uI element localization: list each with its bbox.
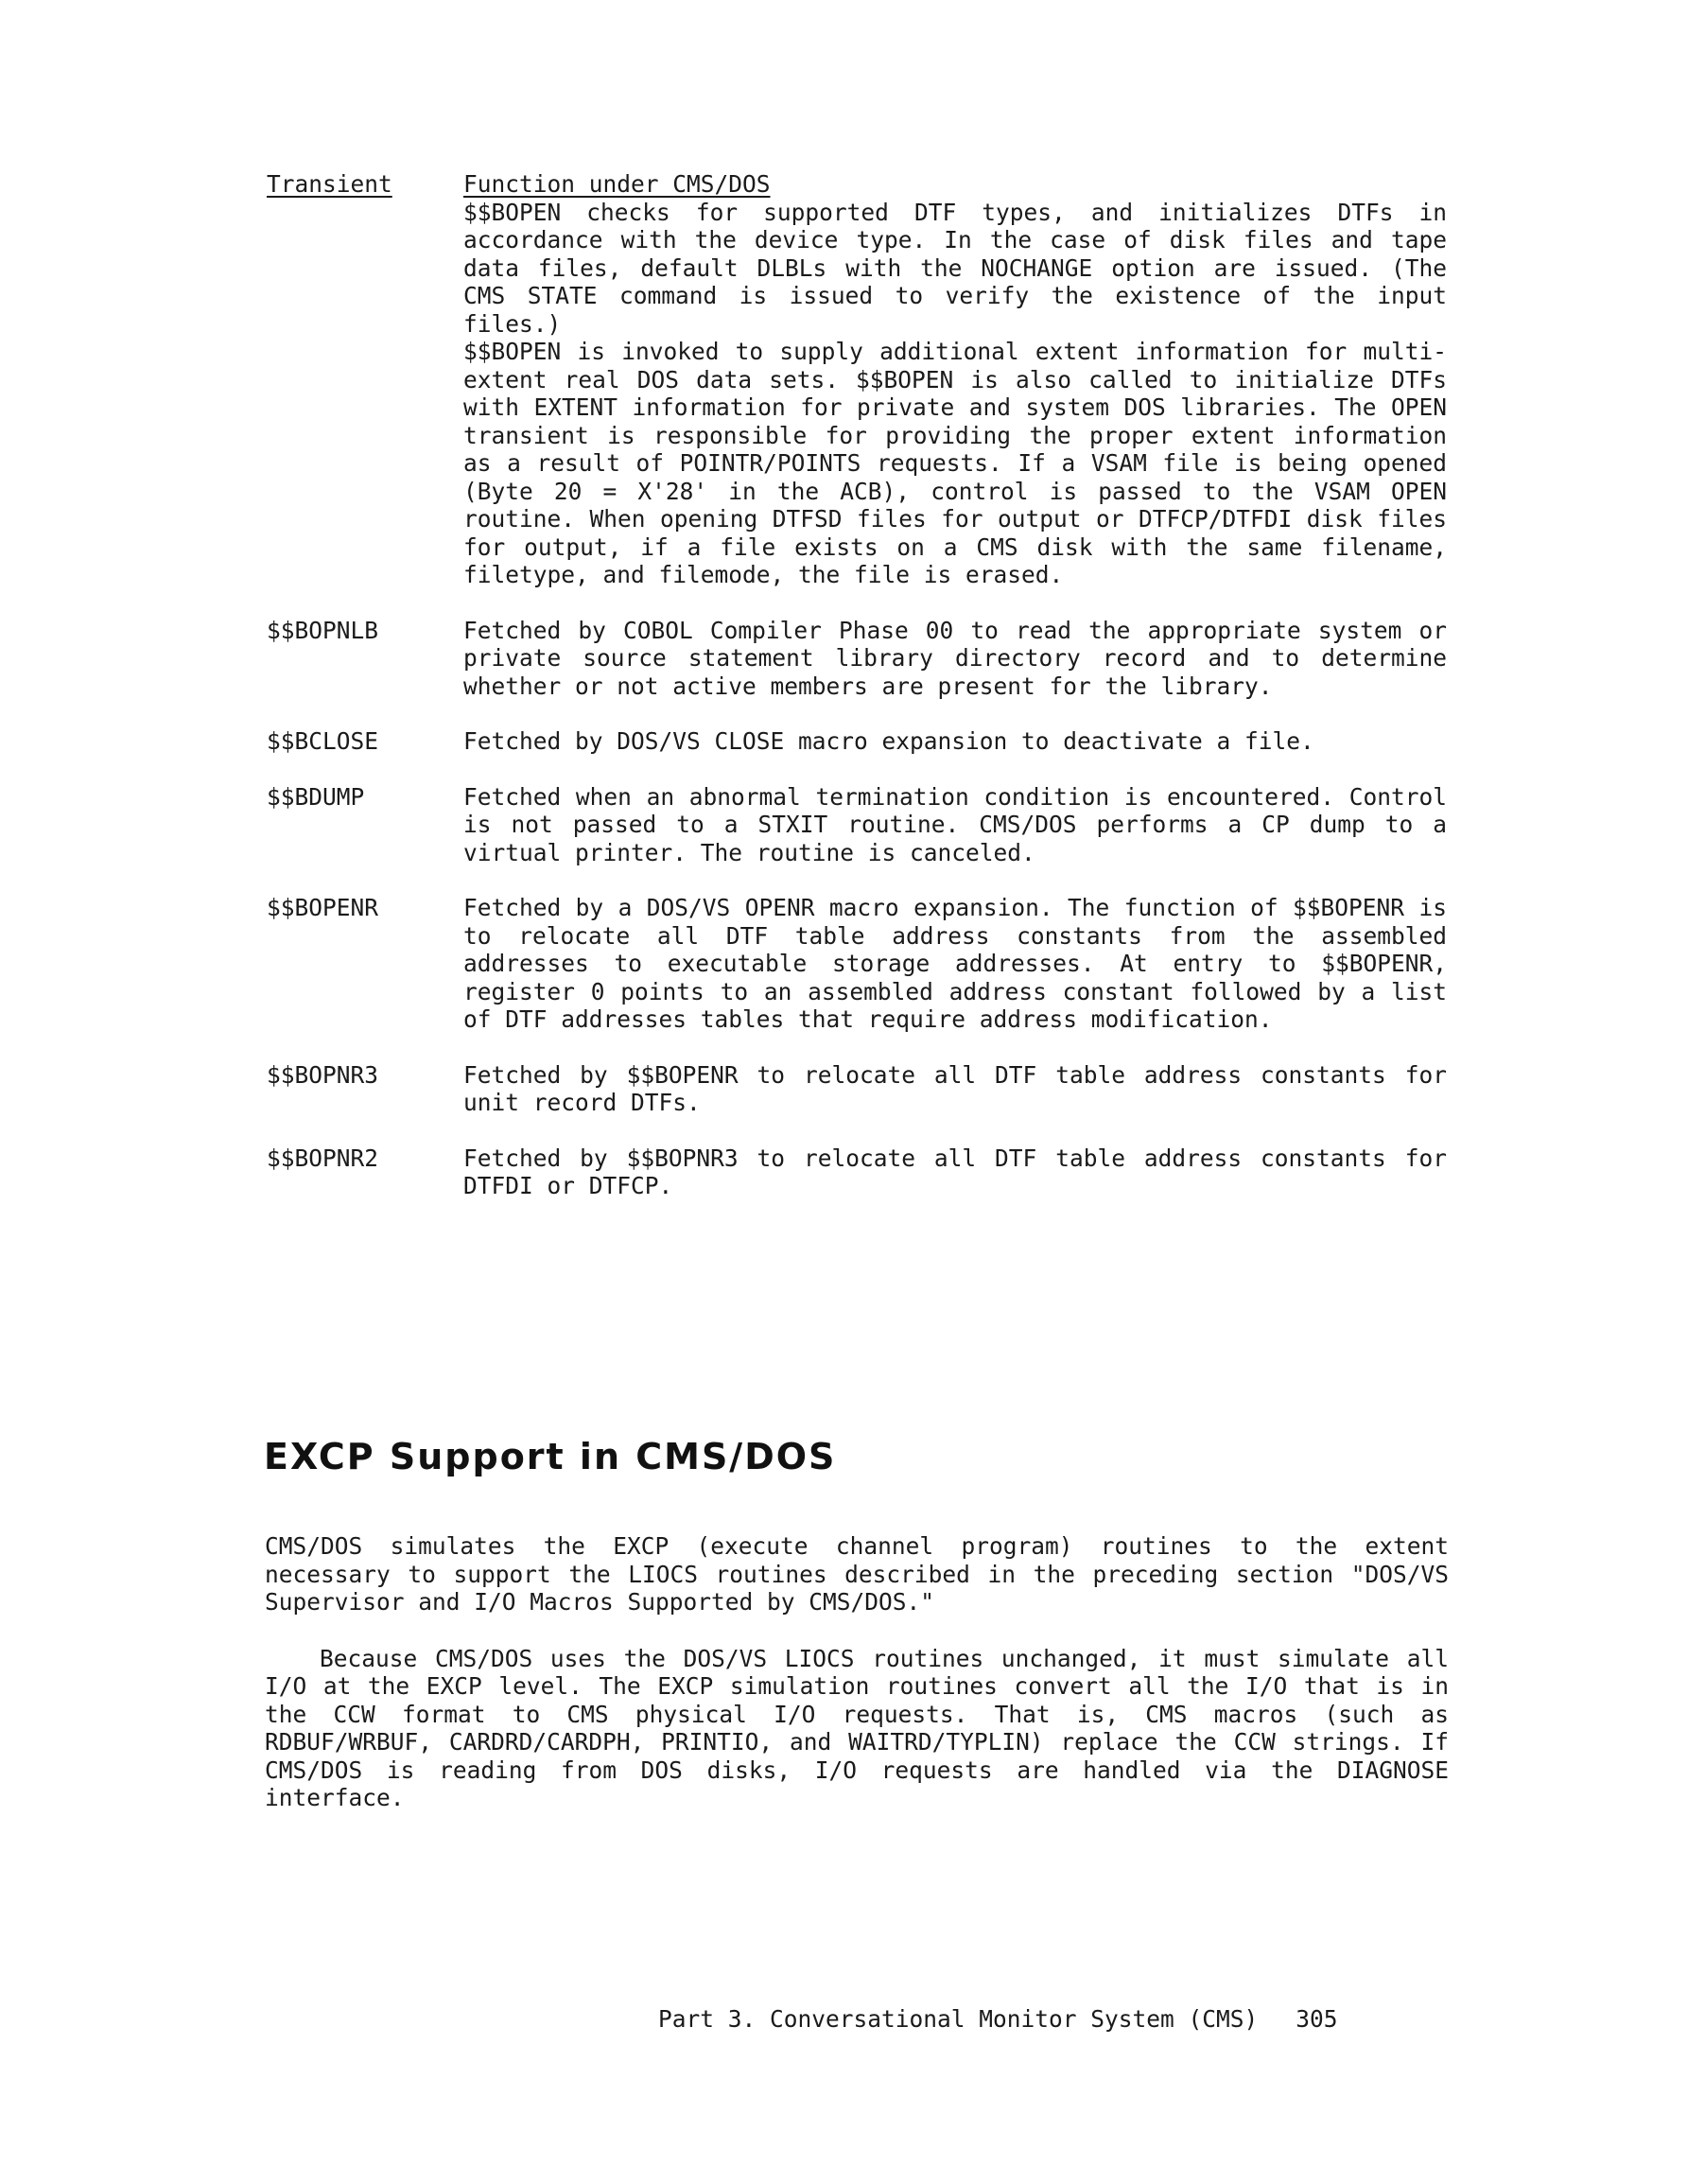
entry-description: Fetched by $$BOPNR3 to relocate all DTF table address constants for DTFDI or DTFCP. bbox=[463, 1144, 1447, 1199]
transient-description-cell bbox=[463, 1144, 1447, 1200]
page-footer bbox=[658, 2005, 1449, 2034]
entry-description: $$BOPEN checks for supported DTF types, and initializes DTFs in accordance with the device type. In the case of disk files and tape data files, default DLBLs with the NOCHANGE option are issued. (The CMS STATE command is issued to verify the existence of the input files.) bbox=[463, 198, 1447, 338]
section-body bbox=[265, 1532, 1449, 1841]
entry-description: $$BOPEN is invoked to supply additional extent information for multi-extent real DOS data sets. $$BOPEN is also called to initialize DTFs with EXTENT information for private and system DOS libraries. The OPEN transient is responsible for providing the proper extent information as a result of POINTR/POINTS requests. If a VSAM file is being opened (Byte 20 = X'28' in the ACB), control is passed to the VSAM OPEN routine. When opening DTFSD files for output or DTFCP/DTFDI disk files for output, if a file exists on a CMS disk with the same filename, filetype, and filemode, the file is erased. bbox=[463, 338, 1447, 588]
column-heading-function: Function under CMS/DOS bbox=[463, 170, 771, 198]
table-row bbox=[267, 1144, 1449, 1200]
transient-description-cell bbox=[463, 727, 1447, 756]
transient-description-cell bbox=[463, 617, 1447, 701]
transient-table bbox=[267, 170, 1449, 1200]
transient-description-cell bbox=[463, 894, 1447, 1034]
footer-title: Part 3. Conversational Monitor System (CMS) bbox=[658, 2005, 1259, 2033]
table-row bbox=[267, 894, 1449, 1034]
entry-description: Fetched by a DOS/VS OPENR macro expansion. The function of $$BOPENR is to relocate all DTF table address constants from the assembled addresses to executable storage addresses. At entry to $$BOPENR, register 0 points to an assembled address constant followed by a list of DTF addresses tables that require address modification. bbox=[463, 894, 1447, 1033]
table-row bbox=[267, 617, 1449, 701]
page-number: 305 bbox=[1296, 2005, 1338, 2033]
table-row bbox=[267, 783, 1449, 867]
column-heading-transient: Transient bbox=[267, 170, 392, 198]
transient-name: $$BOPNR3 bbox=[267, 1060, 379, 1089]
body-paragraph: Because CMS/DOS uses the DOS/VS LIOCS routines unchanged, it must simulate all I/O at the EXCP level. The EXCP simulation routines convert all the I/O that is in the CCW format to CMS physical I/O requests. That is, CMS macros (such as RDBUF/WRBUF, CARDRD/CARDPH, PRINTIO, and WAITRD/TYPLIN) replace the CCW strings. If CMS/DOS is reading from DOS disks, I/O requests are handled via the DIAGNOSE interface. bbox=[265, 1644, 1449, 1811]
transient-name: $$BOPENR bbox=[267, 894, 379, 921]
entry-description: Fetched by $$BOPENR to relocate all DTF table address constants for unit record DTFs. bbox=[463, 1060, 1447, 1116]
section-heading: EXCP Support in CMS/DOS bbox=[264, 1436, 837, 1477]
column-heading-function-cell bbox=[463, 170, 1447, 589]
entry-description: Fetched by COBOL Compiler Phase 00 to read the appropriate system or private source statement library directory record and to determine whether or not active members are present for the library. bbox=[463, 616, 1447, 700]
transient-description-cell bbox=[463, 783, 1447, 867]
transient-name: $$BDUMP bbox=[267, 782, 365, 811]
transient-description-cell bbox=[463, 1061, 1447, 1117]
transient-name: $$BCLOSE bbox=[267, 727, 379, 755]
transient-name: $$BOPNR2 bbox=[267, 1144, 379, 1172]
table-header-row bbox=[267, 170, 1449, 589]
table-row bbox=[267, 727, 1449, 756]
table-row bbox=[267, 1061, 1449, 1117]
body-paragraph: CMS/DOS simulates the EXCP (execute channel program) routines to the extent necessary to support the LIOCS routines described in the preceding section "DOS/VS Supervisor and I/O Macros Supported by CMS/DOS." bbox=[265, 1532, 1449, 1616]
entry-description: Fetched by DOS/VS CLOSE macro expansion to deactivate a file. bbox=[463, 727, 1314, 755]
entry-description: Fetched when an abnormal termination condition is encountered. Control is not passed to a STXIT routine. CMS/DOS performs a CP dump to a virtual printer. The routine is canceled. bbox=[463, 782, 1447, 866]
transient-name: $$BOPNLB bbox=[267, 616, 379, 644]
